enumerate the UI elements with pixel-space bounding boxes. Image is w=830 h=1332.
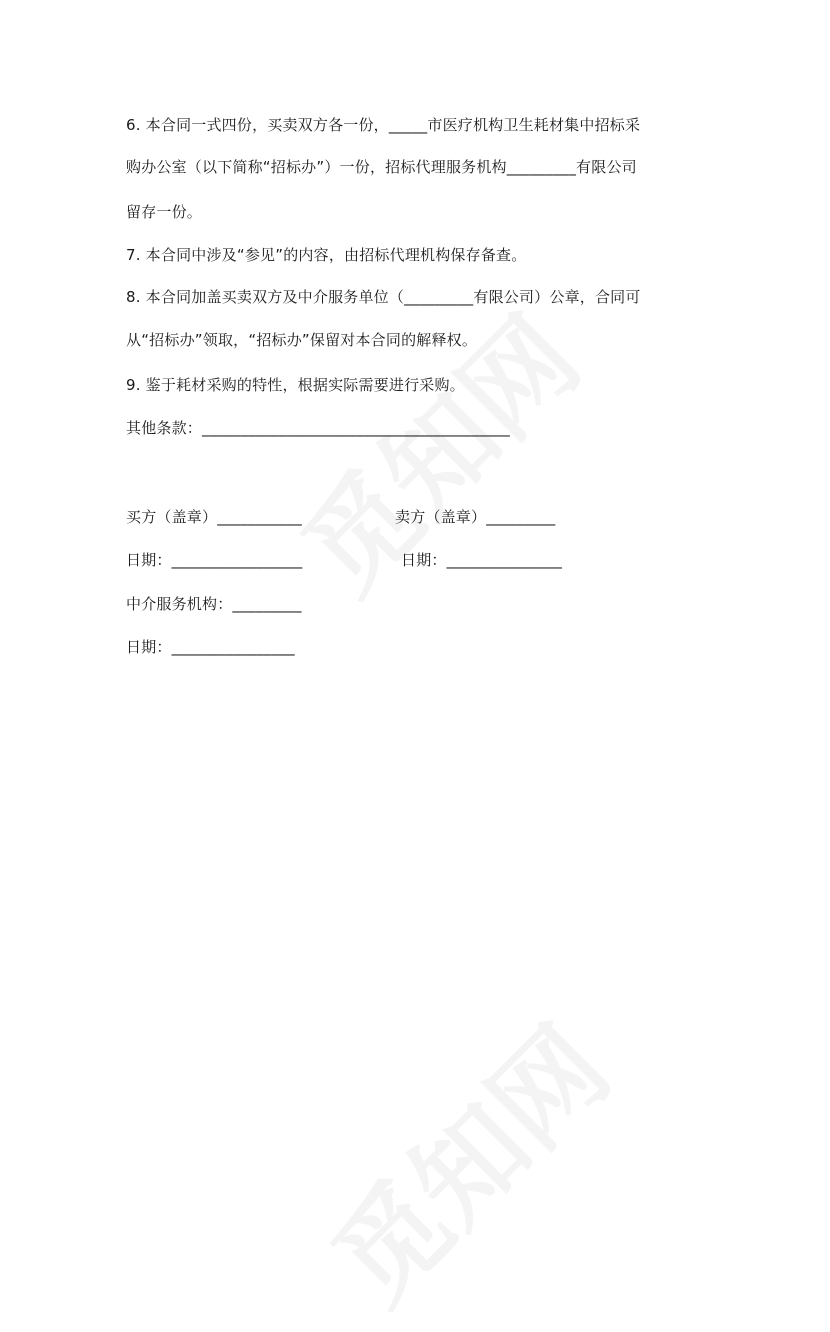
- buyer-seal: 买方（盖章）___________: [126, 508, 302, 526]
- seller-seal: 卖方（盖章）_________: [395, 508, 556, 526]
- agency-date: 日期：________________: [126, 638, 295, 656]
- clause-6-line-1: 6. 本合同一式四份，买卖双方各一份，_____市医疗机构卫生耗材集中招标采: [126, 116, 641, 134]
- clause-6-line-3: 留存一份。: [126, 203, 203, 221]
- clause-6-line-2: 购办公室（以下简称“招标办”）一份，招标代理服务机构_________有限公司: [126, 158, 637, 176]
- buyer-date: 日期：_________________: [126, 551, 303, 569]
- watermark-lower: [292, 986, 637, 1331]
- agency-seal: 中介服务机构：_________: [126, 595, 302, 613]
- clause-8-line-1: 8. 本合同加盖买卖双方及中介服务单位（_________有限公司）公章，合同可: [126, 288, 641, 306]
- clause-9: 9. 鉴于耗材采购的特性，根据实际需要进行采购。: [126, 376, 465, 394]
- clause-7: 7. 本合同中涉及“参见”的内容，由招标代理机构保存备查。: [126, 246, 527, 264]
- clause-8-line-2: 从“招标办”领取，“招标办”保留对本合同的解释权。: [126, 331, 478, 349]
- seller-date: 日期：_______________: [401, 551, 563, 569]
- other-terms: 其他条款：________________________________________: [126, 419, 511, 437]
